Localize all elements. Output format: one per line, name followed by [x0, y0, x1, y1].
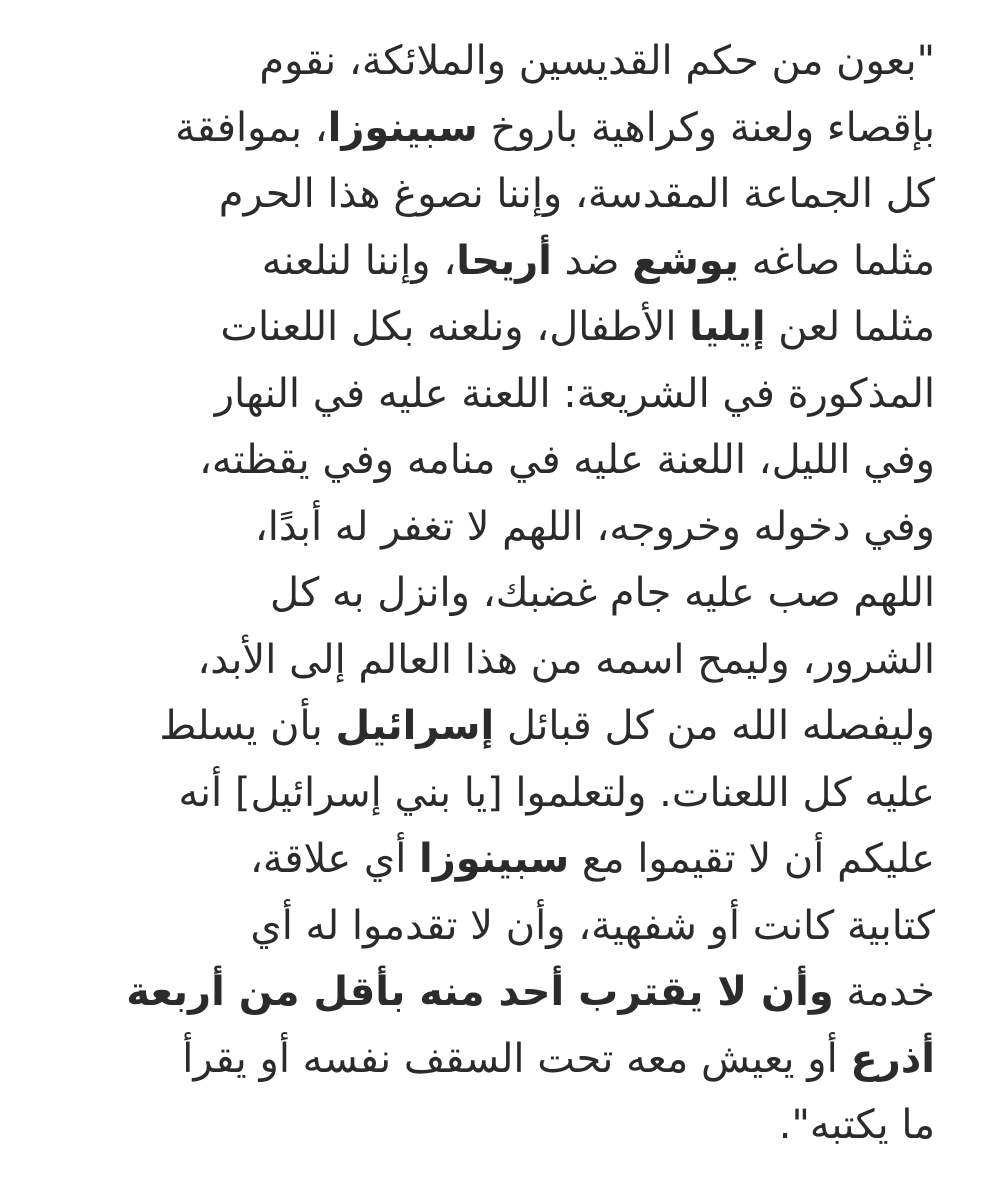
- text-segment: ضد: [551, 237, 633, 284]
- text-line: [35, 893, 935, 960]
- text-segment: المذكورة في الشريعة: اللعنة عليه في النهار: [214, 370, 935, 417]
- text-segment: خدمة: [833, 969, 935, 1015]
- text-segment: ، وإننا لنلعنه: [261, 237, 457, 284]
- text-segment: عليه كل اللعنات. ولتعلموا [يا بني إسرائيل] أنه: [178, 769, 935, 816]
- text-line: [35, 627, 935, 694]
- text-line: [35, 560, 935, 627]
- text-segment: مثلما لعن: [765, 304, 935, 350]
- text-segment: وليفصله الله من كل قبائل: [494, 703, 935, 749]
- text-segment: اللهم صب عليه جام غضبك، وانزل به كل: [269, 570, 935, 616]
- text-segment: أو يعيش معه تحت السقف نفسه أو يقرأ: [182, 1035, 851, 1082]
- text-segment: كل الجماعة المقدسة، وإننا نصوغ هذا الحرم: [218, 171, 935, 217]
- text-segment: أي علاقة،: [249, 836, 420, 882]
- text-segment: عليكم أن لا تقيموا مع: [569, 836, 935, 882]
- text-segment: كتابية كانت أو شفهية، وأن لا تقدموا له أي: [250, 902, 935, 949]
- text-segment: بإقصاء ولعنة وكراهية باروخ: [477, 104, 935, 151]
- text-segment: الشرور، وليمح اسمه من هذا العالم إلى الأبد،: [197, 636, 935, 683]
- text-line: [35, 427, 935, 494]
- bold-text: إسرائيل: [335, 703, 495, 749]
- text-line: [35, 161, 935, 228]
- bold-text: يوشع: [632, 237, 739, 284]
- text-segment: الأطفال، ونلعنه بكل اللعنات: [220, 304, 690, 350]
- text-segment: ، بموافقة: [175, 104, 328, 151]
- text-line: [35, 1092, 935, 1159]
- text-line: [35, 494, 935, 561]
- text-line: [35, 826, 935, 893]
- bold-text: أذرع: [850, 1035, 935, 1082]
- text-line: [35, 361, 935, 428]
- text-segment: وفي دخوله وخروجه، اللهم لا تغفر له أبدًا،: [254, 503, 935, 550]
- text-line: [35, 693, 935, 760]
- bold-text: أريحا: [456, 237, 552, 284]
- document-body: [35, 28, 935, 1159]
- text-line: [35, 959, 935, 1026]
- bold-text: إيليا: [689, 304, 766, 350]
- text-segment: مثلما صاغه: [739, 237, 935, 284]
- text-segment: "بعون من حكم القديسين والملائكة، نقوم: [259, 38, 935, 84]
- text-line: [35, 95, 935, 162]
- text-line: [35, 1026, 935, 1093]
- text-segment: بأن يسلط: [159, 703, 336, 749]
- bold-text: سبينوزا: [419, 836, 570, 882]
- text-line: [35, 28, 935, 95]
- text-line: [35, 294, 935, 361]
- bold-text: وأن لا يقترب أحد منه بأقل من أربعة: [126, 969, 834, 1015]
- text-line: [35, 760, 935, 827]
- bold-text: سبينوزا: [327, 104, 478, 151]
- text-segment: ما يكتبه".: [778, 1102, 935, 1148]
- text-segment: وفي الليل، اللعنة عليه في منامه وفي يقظته،: [199, 437, 935, 483]
- text-line: [35, 228, 935, 295]
